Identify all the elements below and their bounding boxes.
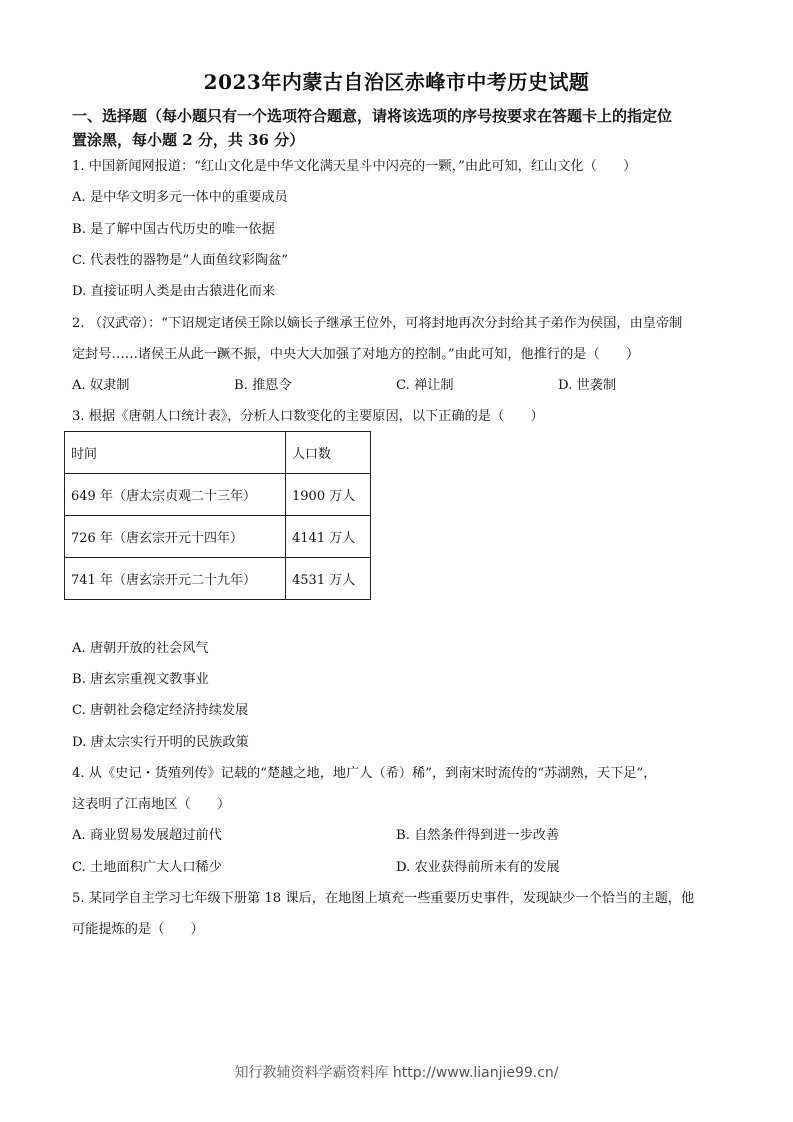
footer-watermark: 知行教辅资料学霸资料库 http://www.lianjie99.cn/ [234,1065,559,1081]
question-5-stem-line-2: 可能提炼的是（ ） [72,922,204,937]
question-4-option-a: A. 商业贸易发展超过前代 [72,828,222,843]
question-3-stem: 3. 根据《唐朝人口统计表》，分析人口数变化的主要原因，以下正确的是（ ） [72,409,544,424]
question-5-stem-line-1: 5. 某同学自主学习七年级下册第 18 课后，在地图上填充一些重要历史事件，发现缺少一个恰当的主题，他 [72,891,695,906]
question-4-option-c: C. 土地面积广大人口稀少 [72,860,222,875]
section-heading [72,104,732,152]
table-cell: 4531 万人 [286,558,371,600]
section-heading-line-1: 一、选择题（每小题只有一个选项符合题意，请将该选项的序号按要求在答题卡上的指定位 [72,107,673,125]
table-cell: 741 年（唐玄宗开元二十九年） [65,558,286,600]
table-cell: 4141 万人 [286,516,371,558]
question-2-option-c: C. 禅让制 [396,378,454,393]
table-row [65,516,371,558]
table-cell: 649 年（唐太宗贞观二十三年） [65,474,286,516]
question-1-option-c: C. 代表性的器物是“人面鱼纹彩陶盆” [72,253,289,268]
question-1-option-d: D. 直接证明人类是由古猿进化而来 [72,284,276,299]
question-2-stem-line-1: 2. （汉武帝）：“下诏规定诸侯王除以嫡长子继承王位外，可将封地再次分封给其子弟作为侯国，由皇帝制 [72,316,683,331]
table-header-time: 时间 [65,432,286,474]
question-3-option-c: C. 唐朝社会稳定经济持续发展 [72,703,249,718]
question-4-stem-line-2: 这表明了江南地区（ ） [72,797,231,812]
table-header-row [65,432,371,474]
question-1-option-b: B. 是了解中国古代历史的唯一依据 [72,222,275,237]
question-2-option-b: B. 推恩令 [234,378,292,393]
question-3-option-a: A. 唐朝开放的社会风气 [72,641,209,656]
table-row [65,558,371,600]
question-1-stem: 1. 中国新闻网报道：“红山文化是中华文化满天星斗中闪亮的一颗，”由此可知，红山文化（ ） [72,159,637,174]
table-row [65,474,371,516]
question-1-option-a: A. 是中华文明多元一体中的重要成员 [72,190,288,205]
question-2-option-a: A. 奴隶制 [72,378,130,393]
question-4-option-b: B. 自然条件得到进一步改善 [396,828,560,843]
table-cell: 726 年（唐玄宗开元十四年） [65,516,286,558]
table-cell: 1900 万人 [286,474,371,516]
page-title: 2023年内蒙古自治区赤峰市中考历史试题 [203,70,590,94]
question-2-option-d: D. 世袭制 [558,378,617,393]
population-table [64,431,371,600]
section-heading-line-2: 置涂黑，每小题 2 分，共 36 分） [72,131,305,149]
question-2-stem-line-2: 定封号……诸侯王从此一蹶不振，中央大大加强了对地方的控制。”由此可知，他推行的是（ ） [72,347,640,362]
question-4-option-d: D. 农业获得前所未有的发展 [396,860,560,875]
question-3-option-d: D. 唐太宗实行开明的民族政策 [72,735,249,750]
table-header-population: 人口数 [286,432,371,474]
question-4-stem-line-1: 4. 从《史记・货殖列传》记载的“楚越之地，地广人（希）稀”，到南宋时流传的“苏湖熟，天下足”， [72,766,657,781]
question-3-option-b: B. 唐玄宗重视文教事业 [72,672,209,687]
